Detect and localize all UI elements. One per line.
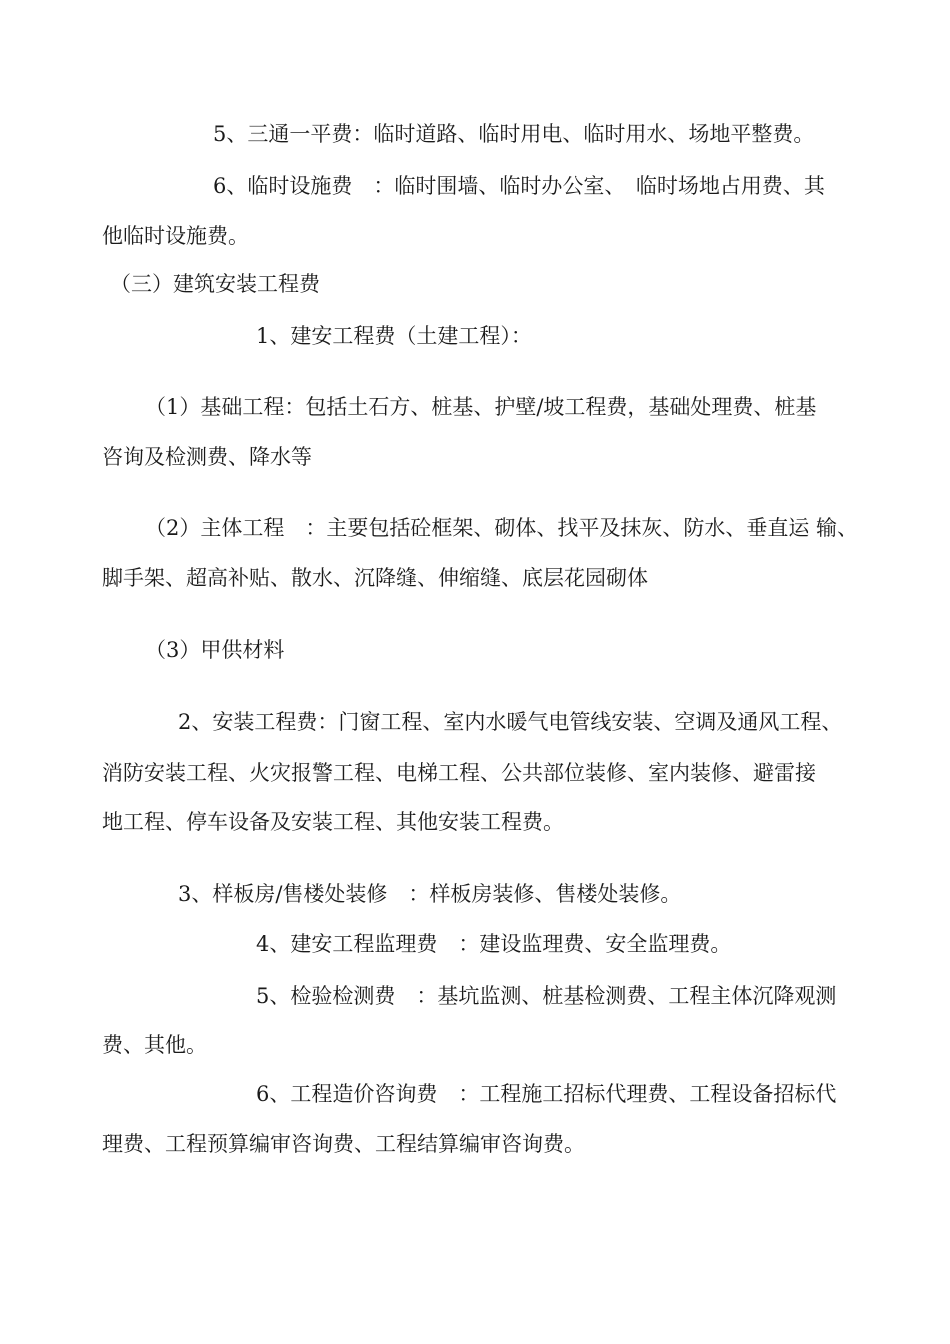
text-line: 5、三通一平费：临时道路、临时用电、临时用水、场地平整费。 [213, 122, 815, 146]
text-line: （3）甲供材料 [145, 638, 285, 662]
text-line: 脚手架、超高补贴、散水、沉降缝、伸缩缝、底层花园砌体 [102, 566, 648, 590]
text-line: 6、临时设施费 ：临时围墙、临时办公室、 临时场地占用费、其 [213, 174, 825, 198]
text-line: 5、检验检测费 ：基坑监测、桩基检测费、工程主体沉降观测 [256, 984, 837, 1008]
text-line: 理费、工程预算编审咨询费、工程结算编审咨询费。 [102, 1132, 585, 1156]
text-line: 6、工程造价咨询费 ：工程施工招标代理费、工程设备招标代 [256, 1082, 837, 1106]
text-line: 他临时设施费。 [102, 224, 249, 248]
text-line: （2）主体工程 ：主要包括砼框架、砌体、找平及抹灰、防水、垂直运 输、 [145, 516, 859, 540]
text-line: 4、建安工程监理费 ：建设监理费、安全监理费。 [256, 932, 732, 956]
text-line: 费、其他。 [102, 1033, 207, 1057]
text-line: 消防安装工程、火灾报警工程、电梯工程、公共部位装修、室内装修、避雷接 [102, 761, 816, 785]
text-line: （1）基础工程：包括土石方、桩基、护壁/坡工程费，基础处理费、桩基 [145, 395, 817, 419]
text-line: 1、建安工程费（土建工程）： [256, 324, 532, 348]
text-line: 地工程、停车设备及安装工程、其他安装工程费。 [102, 810, 564, 834]
section-heading: （三）建筑安装工程费 [110, 272, 320, 296]
text-line: 2、安装工程费：门窗工程、室内水暖气电管线安装、空调及通风工程、 [178, 710, 843, 734]
text-line: 咨询及检测费、降水等 [102, 445, 312, 469]
text-line: 3、样板房/售楼处装修 ：样板房装修、售楼处装修。 [178, 882, 682, 906]
